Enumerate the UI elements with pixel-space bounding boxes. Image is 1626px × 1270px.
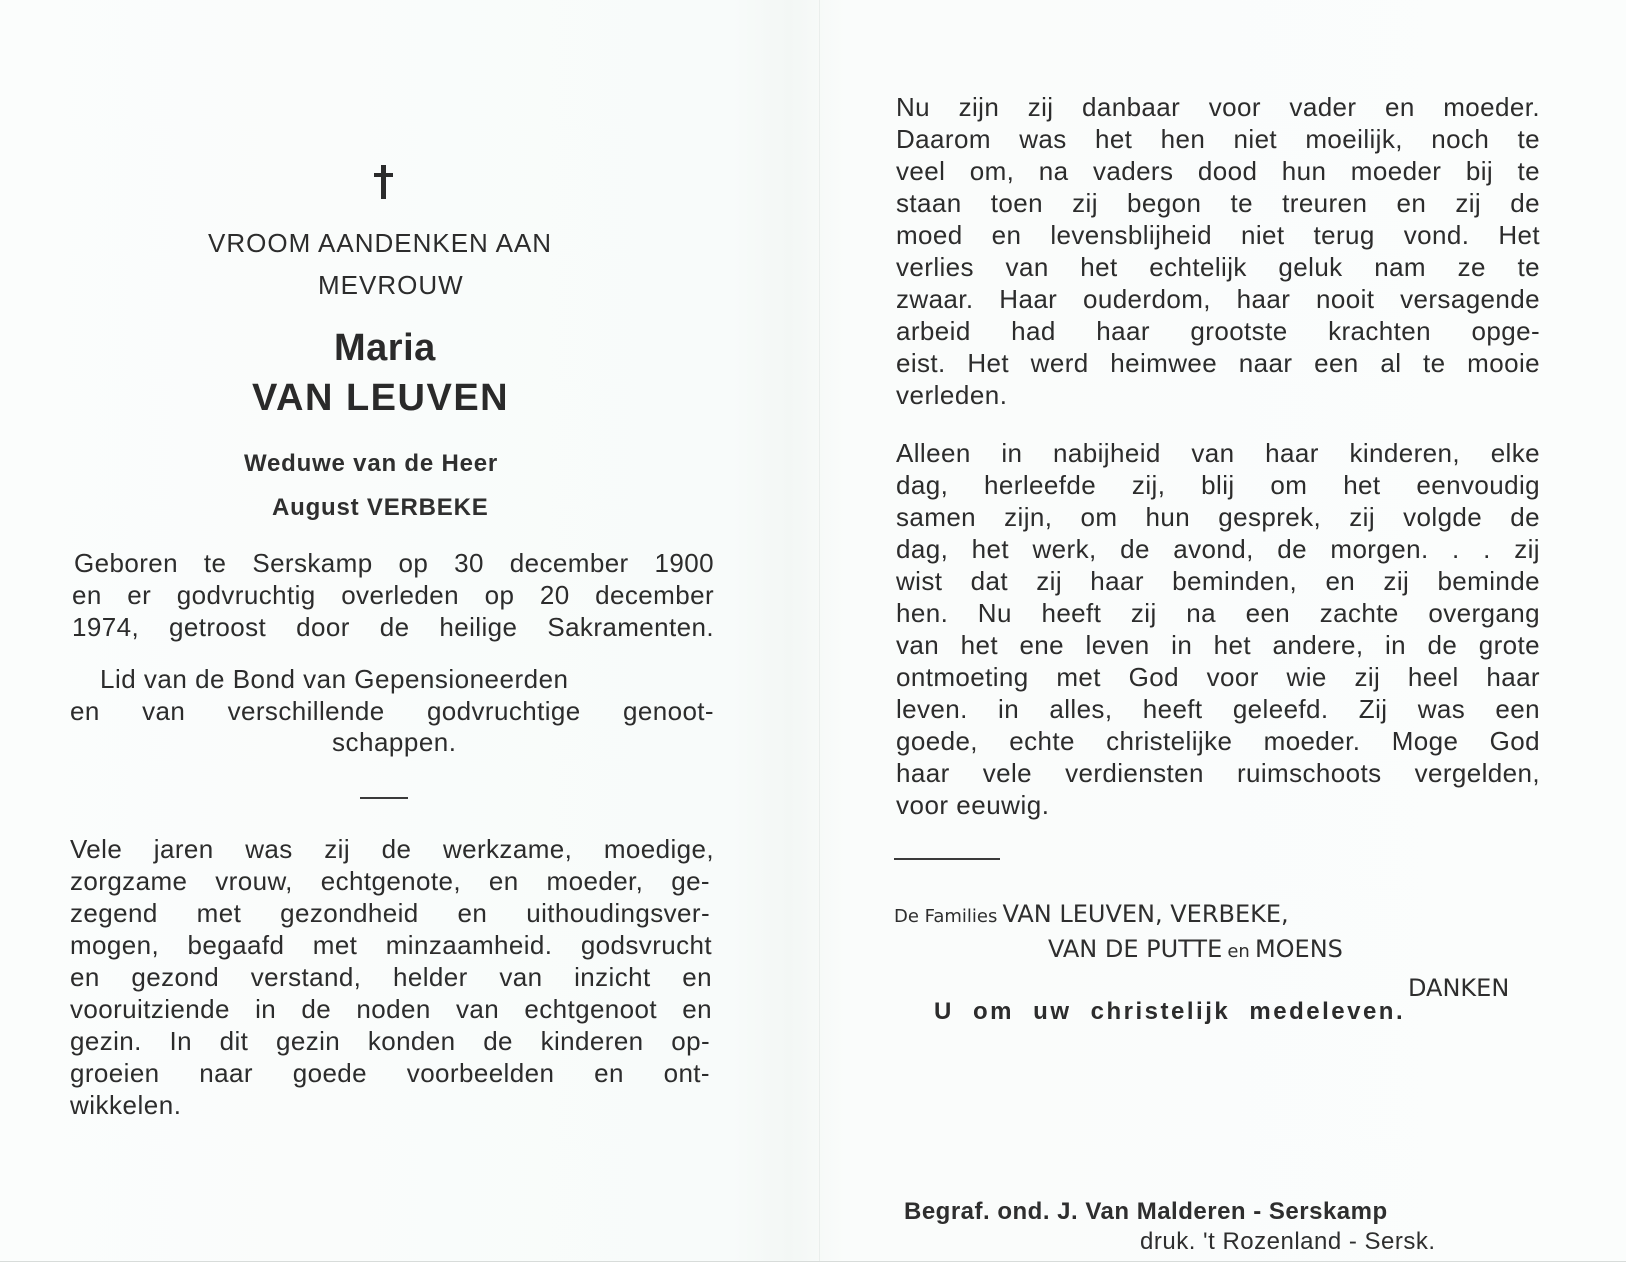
families-prefix: De Families: [894, 906, 998, 927]
paragraph2-line: ontmoeting met God voor wie zij heel haar: [896, 662, 1540, 692]
birth-death-line: 1974, getroost door de heilige Sakramenten.: [72, 612, 714, 642]
membership-line: Lid van de Bond van Gepensioneerden: [100, 664, 569, 694]
heading-line-1: VROOM AANDENKEN AAN: [208, 228, 553, 258]
paragraph2-line: haar vele verdiensten ruimschoots vergelden,: [896, 758, 1540, 788]
paragraph1-line: Daarom was het hen niet moeilijk, noch te: [896, 124, 1540, 154]
paragraph2-line: dag, het werk, de avond, de morgen. . . zij: [896, 534, 1540, 564]
paragraph2-line: voor eeuwig.: [896, 790, 1050, 820]
paragraph2-line: wist dat zij haar beminden, en zij beminde: [896, 566, 1540, 596]
paragraph2-line: goede, echte christelijke moeder. Moge God: [896, 726, 1540, 756]
widow-line-2: August VERBEKE: [272, 494, 489, 521]
paragraph2-line: hen. Nu heeft zij na een zachte overgang: [896, 598, 1540, 628]
paragraph1-line: staan toen zij begon te treuren en zij de: [896, 188, 1540, 218]
fold-line: [818, 0, 820, 1262]
tribute-line: Vele jaren was zij de werkzame, moedige,: [70, 834, 714, 864]
paragraph1-line: moed en levensblijheid niet terug vond. Het: [896, 220, 1540, 250]
paragraph2-line: dag, herleefde zij, blij om het eenvoudig: [896, 470, 1540, 500]
paragraph1-line: eist. Het werd heimwee naar een al te mooie: [896, 348, 1540, 378]
birth-death-line: Geboren te Serskamp op 30 december 1900: [74, 548, 714, 578]
paragraph1-line: verlies van het echtelijk geluk nam ze te: [896, 252, 1540, 282]
membership-line: schappen.: [332, 727, 457, 757]
section-divider: [360, 797, 408, 799]
last-name: VAN LEUVEN: [252, 377, 510, 419]
birth-death-line: en er godvruchtig overleden op 20 december: [72, 580, 714, 610]
heading-line-2: MEVROUW: [318, 270, 464, 300]
families-name-van-de-putte: VAN DE PUTTE: [1048, 935, 1223, 963]
paragraph2-line: Alleen in nabijheid van haar kinderen, elke: [896, 438, 1540, 468]
cross-icon: [373, 165, 393, 199]
tribute-line: zorgzame vrouw, echtgenote, en moeder, ge-: [70, 866, 710, 896]
paragraph1-line: Nu zijn zij danbaar voor vader en moeder.: [896, 92, 1540, 122]
families-names-1: VAN LEUVEN, VERBEKE,: [1002, 900, 1289, 928]
tribute-line: vooruitziende in de noden van echtgenoot en: [70, 994, 712, 1024]
paragraph1-line: arbeid had haar grootste krachten opge-: [896, 316, 1540, 346]
tribute-line: mogen, begaafd met minzaamheid. godsvrucht: [70, 930, 712, 960]
tribute-line: gezin. In dit gezin konden de kinderen op-: [70, 1026, 710, 1056]
thanks-verb: [1408, 974, 1509, 1002]
paragraph2-line: van het ene leven in het andere, in de grote: [896, 630, 1540, 660]
paragraph1-line: verleden.: [896, 380, 1008, 410]
widow-line-1: Weduwe van de Heer: [244, 450, 499, 477]
paragraph1-line: veel om, na vaders dood hun moeder bij te: [896, 156, 1540, 186]
undertaker-line: Begraf. ond. J. Van Malderen - Serskamp: [904, 1198, 1388, 1225]
thanks-closing: U om uw christelijk medeleven.: [934, 998, 1406, 1025]
section-divider: [894, 858, 1000, 860]
tribute-line: zegend met gezondheid en uithoudingsver-: [70, 898, 710, 928]
paragraph2-line: leven. in alles, heeft geleefd. Zij was een: [896, 694, 1540, 724]
tribute-line: wikkelen.: [70, 1090, 182, 1120]
tribute-line: en gezond verstand, helder van inzicht en: [70, 962, 712, 992]
paragraph2-line: samen zijn, om hun gesprek, zij volgde de: [896, 502, 1540, 532]
families-line-1: [894, 900, 1289, 928]
families-conjunction: en: [1227, 941, 1250, 962]
danken-text: DANKEN: [1408, 974, 1510, 1002]
paragraph1-line: zwaar. Haar ouderdom, haar nooit versagende: [896, 284, 1540, 314]
tribute-line: groeien naar goede voorbeelden en ont-: [70, 1058, 710, 1088]
membership-line: en van verschillende godvruchtige genoot-: [70, 696, 714, 726]
paper-edge: [0, 1261, 1626, 1270]
printer-line: druk. 't Rozenland - Sersk.: [1140, 1228, 1436, 1255]
families-line-2: [1048, 935, 1343, 963]
first-name: Maria: [334, 327, 436, 369]
families-name-moens: MOENS: [1254, 935, 1343, 963]
